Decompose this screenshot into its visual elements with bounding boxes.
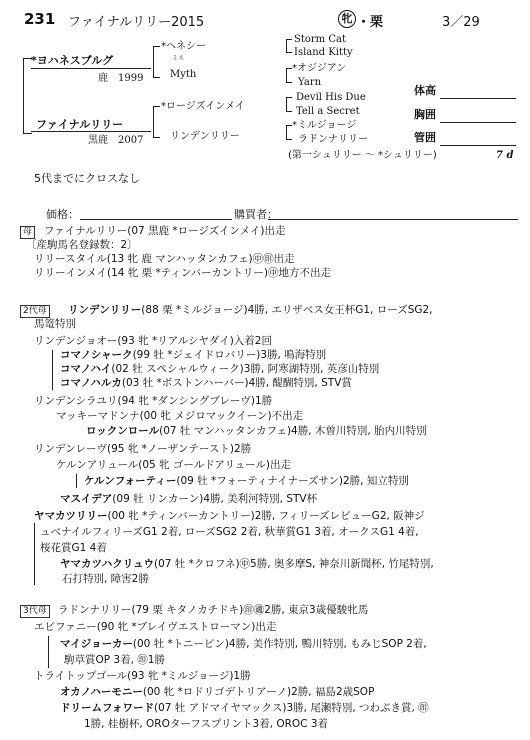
foaling-date: 3／29 xyxy=(442,15,480,30)
dam-line-4: リリーインメイ(14 牝 栗 *ティンバーカントリー)㊥地方不出走 xyxy=(34,267,332,279)
sd-line-14: ュベナイルフィリーズG1 2着, ローズSG2 2着, 秋華賞G1 3着, オークスG1 4着, xyxy=(40,526,419,538)
sd-line-3: コマノシャーク(99 牡 *ジェイドロバリー)3勝, 鳴海特別 xyxy=(60,349,327,361)
sd-line-12: マスイデア(09 牡 リンカーン)4勝, 美利河特別, STV杯 xyxy=(60,493,318,505)
bracket-3-1 xyxy=(286,39,292,53)
sd-line-8: ロックンロール(07 牡 マンハッタンカフェ)4勝, 木曽川特別, 胎内川特別 xyxy=(86,425,427,437)
bracket-dam-side xyxy=(153,106,160,138)
dam-line-1: ファイナルリリー(07 黒鹿 *ロージズインメイ)出走 xyxy=(44,225,286,237)
td-line-0: ラドンナリリー(79 栗 キタノカチドキ)㊞㊜2勝, 東京3歳優駿牝馬 xyxy=(58,604,369,616)
ddd: ラドンナリリー xyxy=(298,134,368,145)
third-dam-label: 3代母 xyxy=(20,603,50,618)
td-line-7: 1勝, 桂樹杯, OROターフスプリント3着, OROC 3着 xyxy=(84,718,329,730)
sire: *ヨハネスブルグ xyxy=(31,54,114,67)
buyer-field[interactable] xyxy=(268,219,518,220)
td-line-1: エビファニー(90 牝 *ブレイヴエストローマン)出走 xyxy=(34,621,277,633)
family-number: 7 d xyxy=(496,150,514,161)
sd-bar-1 xyxy=(52,350,53,390)
girth-label: 胸囲 xyxy=(414,108,436,121)
sd-line-16: ヤマカツハクリュウ(07 牡 *クロフネ)㊥5勝, 奥多摩S, 神奈川新聞杯, 竹尾特別, xyxy=(60,558,434,570)
sire-info: 鹿 1999 xyxy=(98,73,144,84)
sire-dam-ruby: ミス xyxy=(172,55,185,62)
height-field[interactable] xyxy=(440,98,516,99)
sex-color: ・栗 xyxy=(357,15,384,30)
header xyxy=(0,10,530,30)
dam-line-3: リリースタイル(13 牝 鹿 マンハッタンカフェ)㊥㊞出走 xyxy=(34,253,295,265)
cannon-field[interactable] xyxy=(440,145,516,146)
price-field[interactable] xyxy=(80,219,232,220)
sd-line-6: リンデンシラユリ(94 牝 *ダンシングブレーヴ)1勝 xyxy=(34,395,273,407)
dam-dam: リンデンリリー xyxy=(170,131,240,142)
height-label: 体高 xyxy=(414,84,436,97)
td-line-5: オカノハーモニー(00 牝 *ロドリゴデトリアーノ)2勝, 福島2歳SOP xyxy=(60,686,375,698)
buyer-label: 購買者： xyxy=(234,208,278,221)
dam: ファイナルリリー xyxy=(36,118,124,131)
sire-sire: *ヘネシー xyxy=(161,41,206,52)
sire-line xyxy=(31,68,151,69)
bracket-3-3 xyxy=(286,97,292,112)
sd-line-10: ケルンアリュール(05 牝 ゴールドアリュール)出走 xyxy=(56,459,292,471)
sd-line-7: マッキーマドンナ(00 牝 メジロマックイーン)不出走 xyxy=(56,410,304,422)
td-line-6: ドリームフォワード(07 牡 アドマイヤマックス)3勝, 尾瀬特別, つわぶき賞, ㊞ xyxy=(60,702,429,714)
dam-info: 黒鹿 2007 xyxy=(88,135,144,146)
bracket-sire-side xyxy=(153,46,160,78)
sd-line-1: 馬篭特別 xyxy=(34,318,76,330)
dam-section-label: 母 xyxy=(20,224,35,239)
price-label: 価格： xyxy=(46,208,79,221)
sd-bar-3 xyxy=(34,523,35,585)
ssd: Island Kitty xyxy=(294,47,353,58)
sd-line-4: コマノハイ(02 牡 スペシャルウィーク)3勝, 阿寒湖特別, 英彦山特別 xyxy=(60,363,380,375)
dds: *ミルジョージ xyxy=(292,120,357,131)
sd-line-15: 桜花賞G1 4着 xyxy=(40,542,107,554)
td-line-4: トライトップゴール(93 牝 *ミルジョージ)1勝 xyxy=(34,670,251,682)
sire-dam: Myth xyxy=(170,69,197,80)
sex-mark: 牝 xyxy=(338,10,356,28)
sd-line-5: コマノハルカ(03 牡 *ボストンハーバー)4勝, 醍醐特別, STV賞 xyxy=(60,377,352,389)
sd-line-0: リンデンリリー(88 栗 *ミルジョージ)4勝, エリザベス女王杯G1, ローズSG2, xyxy=(68,304,433,316)
second-dam-label: 2代母 xyxy=(20,303,50,318)
sd-bar-2 xyxy=(76,474,77,488)
sss: Storm Cat xyxy=(294,34,346,45)
family-note: (第一シュリリー ～ *シュリリー) xyxy=(288,150,437,161)
dam-line-2: 〔産駒馬名登録数：2〕 xyxy=(26,239,138,251)
sd-line-2: リンデンジョオー(93 牝 *リアルシヤダイ)入着2回 xyxy=(34,335,272,347)
lot-number: 231 xyxy=(24,10,56,28)
td-line-3: 駒草賞OP 3着, ㊞1勝 xyxy=(64,654,165,666)
sd-line-11: ケルンフォーティー(09 牡 *フォーティナイナーズサン)2勝, 知立特別 xyxy=(84,475,409,487)
dam-line xyxy=(31,131,151,132)
dam-sire: *ロージズインメイ xyxy=(161,101,245,112)
inbreeding-note: 5代までにクロスなし xyxy=(34,172,140,185)
sd-line-9: リンデンレーヴ(95 牝 *ノーザンテースト)2勝 xyxy=(34,443,252,455)
pedigree xyxy=(0,34,530,169)
sd-line-17: 石打特別, 障害2勝 xyxy=(62,573,149,585)
dsd: Tell a Secret xyxy=(296,106,360,117)
sds: *オジジアン xyxy=(292,63,347,74)
cannon-label: 管囲 xyxy=(414,131,436,144)
sdd: Yarn xyxy=(298,77,322,88)
bracket-1gen xyxy=(23,58,32,134)
sd-line-13: ヤマカツリリー(00 牝 *ティンバーカントリー)2勝, フィリーズレビューG2, 阪神ジ xyxy=(34,510,425,522)
horse-title: ファイナルリリー2015 xyxy=(68,15,205,30)
td-bar-1 xyxy=(48,636,49,668)
td-line-2: マイジョーカー(00 牡 *トニービン)4勝, 美作特別, 鴨川特別, もみじSOP 2着, xyxy=(60,638,427,650)
girth-field[interactable] xyxy=(440,122,516,123)
dss: Devil His Due xyxy=(296,92,366,103)
